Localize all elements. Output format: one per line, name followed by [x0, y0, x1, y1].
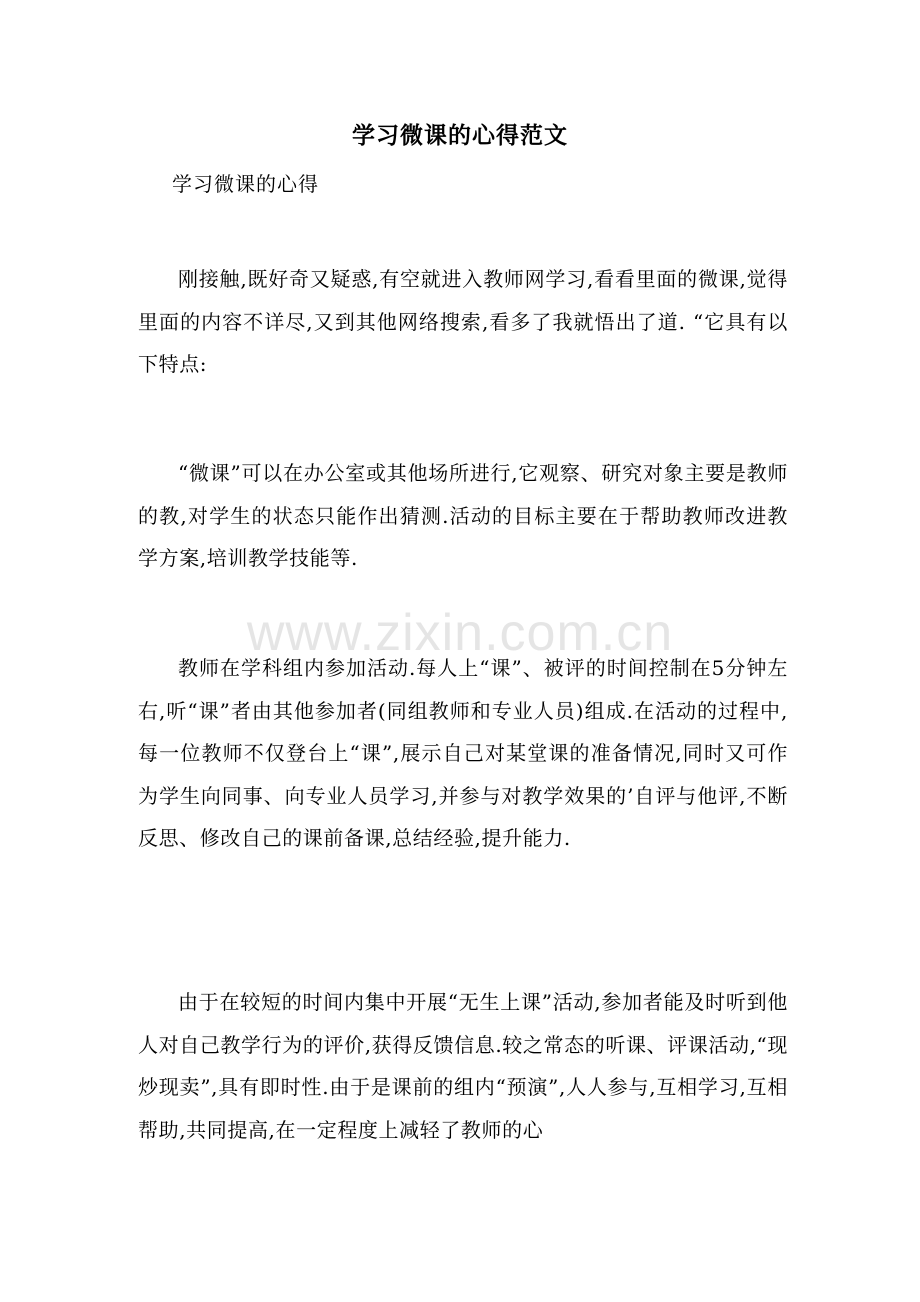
paragraph-4: 由于在较短的时间内集中开展“无生上课”活动,参加者能及时听到他人对自己教学行为的评价,获得反馈信息.较之常态的听课、评课活动,“现炒现卖”,具有即时性.由于是课前的组内“预演”,人人参与,互相学习,互相帮助,共同提高,在一定程度上减轻了教师的心 — [138, 990, 788, 1142]
watermark: www.zixin.com.cn — [246, 604, 674, 662]
document-subtitle: 学习微课的心得 — [172, 172, 319, 196]
paragraph-3: 教师在学科组内参加活动.每人上“课”、被评的时间控制在5分钟左右,听“课”者由其他参加者(同组教师和专业人员)组成.在活动的过程中,每一位教师不仅登台上“课”,展示自己对某堂课的准备情况,同时又可作为学生向同事、向专业人员学习,并参与对教学效果的’自评与他评,不断反思、修改自己的课前备课,总结经验,提升能力. — [138, 656, 788, 850]
paragraph-1: 刚接触,既好奇又疑惑,有空就进入教师网学习,看看里面的微课,觉得里面的内容不详尽,又到其他网络搜索,看多了我就悟出了道. “它具有以下特点: — [138, 267, 788, 376]
document-title: 学习微课的心得范文 — [352, 122, 568, 149]
paragraph-2: “微课”可以在办公室或其他场所进行,它观察、研究对象主要是教师的教,对学生的状态只能作出猜测.活动的目标主要在于帮助教师改进教学方案,培训教学技能等. — [138, 461, 788, 570]
